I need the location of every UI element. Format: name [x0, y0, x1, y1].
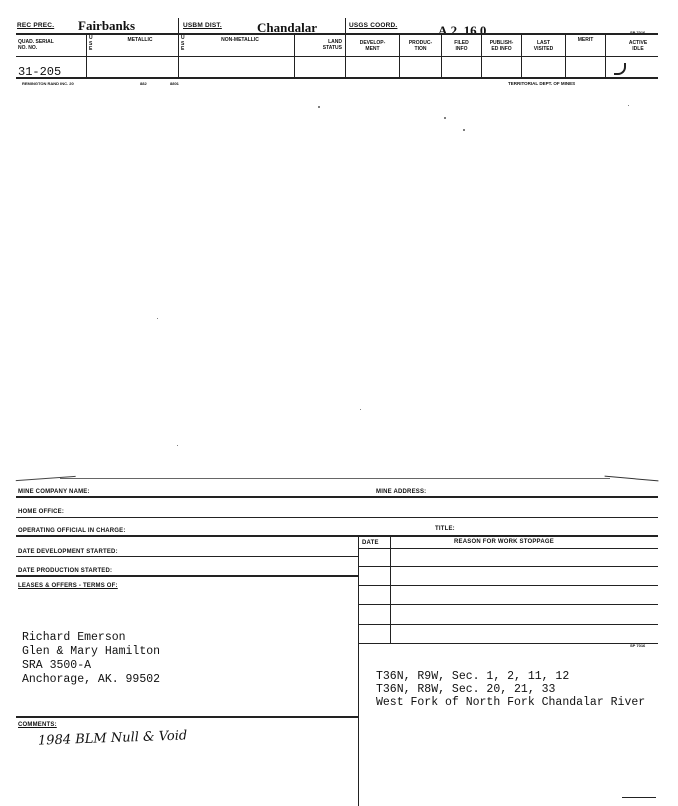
- top-row-line-2: [16, 56, 658, 57]
- top-row-line-3: [16, 77, 658, 79]
- rec-prec-label: REC PREC.: [17, 22, 55, 29]
- scan-speck: [628, 105, 629, 106]
- col-published-info: PUBLISH- ED INFO: [489, 40, 514, 52]
- col-metallic: METALLIC: [127, 37, 153, 43]
- col-last-visited: LAST VISITED: [533, 40, 554, 52]
- date-col-label: DATE: [362, 540, 379, 546]
- location-line: T36N, R8W, Sec. 20, 21, 33: [376, 683, 556, 696]
- bottom-form-number: SP 7016: [630, 643, 646, 648]
- usbm-dist-label: USBM DIST.: [183, 22, 222, 29]
- reason-col-label: REASON FOR WORK STOPPAGE: [454, 539, 554, 545]
- owner-line: Richard Emerson: [22, 631, 126, 644]
- col-use-nonmetallic: U S E: [181, 35, 185, 52]
- date-development-label: DATE DEVELOPMENT STARTED:: [18, 549, 118, 555]
- title-label: TITLE:: [435, 526, 455, 532]
- col-nonmetallic: NON-METALLIC: [221, 37, 259, 43]
- comments-label: COMMENTS:: [18, 722, 57, 728]
- scan-speck: [444, 117, 446, 119]
- col-production: PRODUC- TION: [408, 40, 433, 52]
- home-office-label: HOME OFFICE:: [18, 509, 65, 515]
- mine-company-label: MINE COMPANY NAME:: [18, 489, 90, 495]
- col-merit: MERIT: [577, 37, 594, 43]
- scan-speck: [157, 318, 158, 319]
- col-filed-info: FILED INFO: [454, 40, 469, 52]
- scan-speck: [463, 129, 465, 131]
- handwritten-comment: 1984 BLM Null & Void: [37, 728, 188, 749]
- printer-code-2: 8801: [170, 81, 179, 86]
- col-quad-serial: QUAD. SERIAL NO. NO.: [18, 39, 54, 51]
- printer-line: REMINGTON RAND INC. 20: [22, 81, 74, 86]
- owner-line: Anchorage, AK. 99502: [22, 673, 161, 686]
- scan-speck: [360, 409, 361, 410]
- serial-value: 31-205: [18, 65, 62, 79]
- operating-official-label: OPERATING OFFICIAL IN CHARGE:: [18, 528, 126, 534]
- date-production-label: DATE PRODUCTION STARTED:: [18, 568, 113, 574]
- col-development: DEVELOP- MENT: [359, 40, 386, 52]
- top-form-number: SP 7016: [630, 30, 646, 35]
- agency-line: TERRITORIAL DEPT. OF MINES: [508, 81, 576, 86]
- owner-line: SRA 3500-A: [22, 659, 92, 672]
- active-mark: [614, 63, 626, 75]
- usgs-coord-label: USGS COORD.: [349, 22, 398, 29]
- usgs-coord-value: A.2. 16.0: [438, 23, 487, 38]
- rec-prec-value: Fairbanks: [78, 18, 136, 33]
- col-active-idle: ACTIVE IDLE: [628, 40, 648, 52]
- col-land-status: LAND STATUS: [322, 39, 342, 51]
- usbm-dist-value: Chandalar: [257, 20, 317, 35]
- owner-line: Glen & Mary Hamilton: [22, 645, 161, 658]
- col-use-metallic: U S E: [89, 35, 93, 52]
- leases-label: LEASES & OFFERS - TERMS OF:: [18, 583, 118, 589]
- location-line: West Fork of North Fork Chandalar River: [376, 696, 646, 709]
- scan-speck: [318, 106, 320, 108]
- printer-code-1: 882: [140, 81, 147, 86]
- location-block: [376, 671, 645, 710]
- mine-address-label: MINE ADDRESS:: [376, 489, 427, 495]
- owner-block: [22, 632, 160, 688]
- scan-speck: [177, 445, 178, 446]
- location-line: T36N, R9W, Sec. 1, 2, 11, 12: [376, 670, 570, 683]
